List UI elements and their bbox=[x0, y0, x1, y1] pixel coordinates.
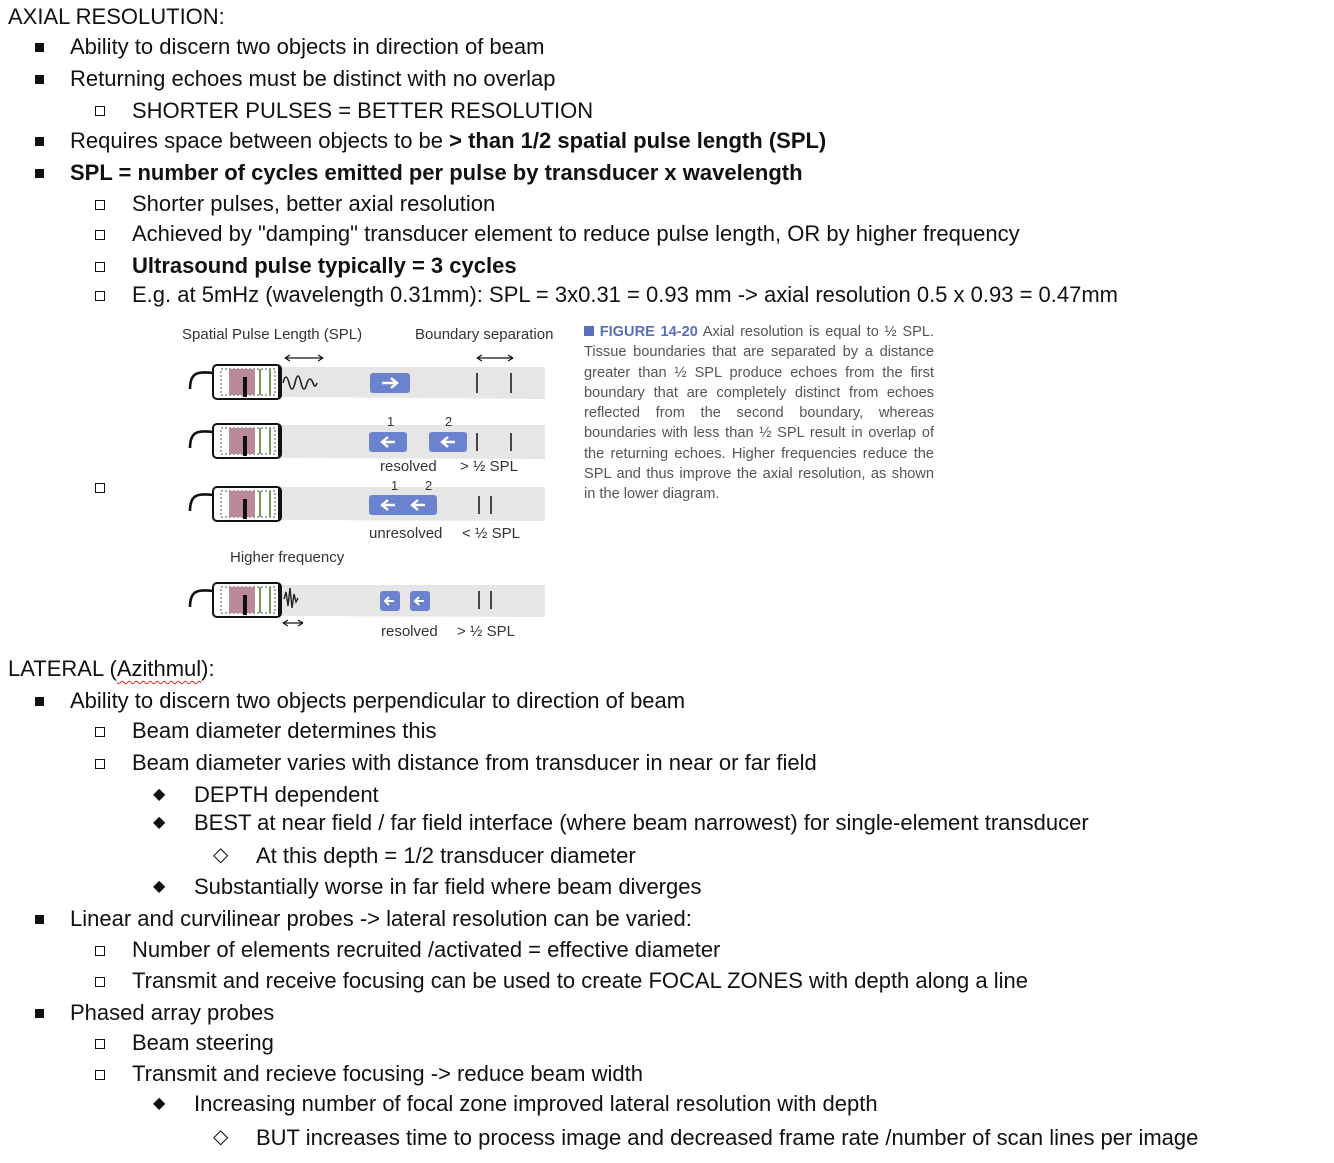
checkbox-bullet-icon bbox=[95, 759, 105, 769]
lateral-bullet-1: Ability to discern two objects perpendicular to direction of beam bbox=[70, 688, 686, 713]
lateral-b1-sub-1: Beam diameter determines this bbox=[132, 718, 437, 743]
checkbox-bullet-icon bbox=[95, 291, 105, 301]
checkbox-bullet-icon bbox=[95, 946, 105, 956]
axial-resolution-diagram bbox=[185, 345, 555, 635]
lateral-b3-sub-1: Beam steering bbox=[132, 1030, 274, 1055]
diamond-bullet-icon: ◆ bbox=[153, 786, 166, 803]
lateral-b3-d1: Increasing number of focal zone improved lateral resolution with depth bbox=[194, 1091, 878, 1116]
checkbox-bullet-icon bbox=[95, 200, 105, 210]
diamond-bullet-icon: ◆ bbox=[153, 1095, 166, 1112]
checkbox-bullet-icon bbox=[95, 106, 105, 116]
lateral-bullet-2: Linear and curvilinear probes -> lateral resolution can be varied: bbox=[70, 906, 692, 931]
lateral-b3-o1: BUT increases time to process image and decreased frame rate /number of scan lines per image bbox=[256, 1125, 1199, 1150]
axial-bullet-4: SPL = number of cycles emitted per pulse by transducer x wavelength bbox=[70, 160, 803, 185]
lateral-d2-o: At this depth = 1/2 transducer diameter bbox=[256, 843, 636, 868]
lateral-heading bbox=[8, 656, 215, 682]
axial-sub-3: Ultrasound pulse typically = 3 cycles bbox=[132, 253, 517, 278]
echo-number-2: 2 bbox=[445, 414, 453, 429]
axial-bullet-2-sub: SHORTER PULSES = BETTER RESOLUTION bbox=[132, 98, 594, 123]
lt-half-spl: < ½ SPL bbox=[462, 525, 520, 542]
caption-square-icon bbox=[584, 326, 594, 336]
echo-number-2b: 2 bbox=[425, 478, 433, 493]
transducer-1-icon bbox=[190, 365, 281, 399]
transducer-3-icon bbox=[190, 487, 281, 521]
echo-overlap-2-icon bbox=[399, 495, 437, 515]
gt-half-spl-1: > ½ SPL bbox=[460, 458, 518, 475]
diamond-bullet-icon: ◆ bbox=[153, 878, 166, 895]
lateral-heading-pre: LATERAL ( bbox=[8, 656, 117, 681]
checkbox-bullet-icon bbox=[95, 977, 105, 987]
axial-sub-4: E.g. at 5mHz (wavelength 0.31mm): SPL = 3x0.31 = 0.93 mm -> axial resolution 0.5 x 0.93 = 0.47mm bbox=[132, 282, 1119, 307]
lateral-bullet-3: Phased array probes bbox=[70, 1000, 275, 1025]
square-bullet-icon bbox=[35, 697, 44, 706]
lateral-b3-sub-2: Transmit and recieve focusing -> reduce beam width bbox=[132, 1061, 643, 1086]
axial-sub-2: Achieved by "damping" transducer element to reduce pulse length, OR by higher frequency bbox=[132, 221, 1020, 246]
checkbox-bullet-icon bbox=[95, 1039, 105, 1049]
echo-number-1b: 1 bbox=[391, 478, 399, 493]
axial-heading: AXIAL RESOLUTION: bbox=[8, 4, 225, 29]
axial-bullet-1: Ability to discern two objects in direction of beam bbox=[70, 34, 545, 59]
lateral-heading-post: ): bbox=[201, 656, 215, 681]
lateral-b1-sub-2: Beam diameter varies with distance from transducer in near or far field bbox=[132, 750, 817, 775]
open-diamond-bullet-icon: ◇ bbox=[213, 1126, 229, 1148]
resolved-label-2: resolved bbox=[381, 623, 438, 640]
figure-caption bbox=[584, 322, 934, 505]
axial-bullet-3 bbox=[70, 128, 826, 154]
axial-bullet-3-pre: Requires space between objects to be bbox=[70, 128, 450, 153]
lateral-d1: DEPTH dependent bbox=[194, 782, 379, 807]
lateral-d2: BEST at near field / far field interface (where beam narrowest) for single-element transducer bbox=[194, 810, 1089, 835]
echo-1-icon bbox=[369, 432, 407, 452]
echo-forward-icon bbox=[370, 373, 410, 393]
axial-sub-1: Shorter pulses, better axial resolution bbox=[132, 191, 496, 216]
transducer-4-icon bbox=[190, 583, 281, 617]
checkbox-bullet-icon bbox=[95, 1070, 105, 1080]
transducer-2-icon bbox=[190, 424, 281, 458]
caption-body: Axial resolution is equal to ½ SPL. Tissue boundaries that are separated by a distance greater than ½ SPL produce echoes from the first boundary that are completely distinct from echoes reflected from the second boundary, whereas boundaries with less than ½ SPL result in overlap of the returning echoes. Higher frequencies reduce the SPL and thus improve the axial resolution, as shown in the lower diagram. bbox=[584, 324, 935, 503]
square-bullet-icon bbox=[35, 1009, 44, 1018]
lateral-d3: Substantially worse in far field where beam diverges bbox=[194, 874, 702, 899]
echo-hf-1-icon bbox=[380, 591, 400, 611]
axial-bullet-2: Returning echoes must be distinct with no overlap bbox=[70, 66, 556, 91]
checkbox-bullet-icon bbox=[95, 483, 105, 493]
caption-title: FIGURE 14-20 bbox=[599, 324, 698, 340]
checkbox-bullet-icon bbox=[95, 262, 105, 272]
echo-number-1: 1 bbox=[387, 414, 395, 429]
lateral-b2-sub-1: Number of elements recruited /activated = effective diameter bbox=[132, 937, 721, 962]
checkbox-bullet-icon bbox=[95, 230, 105, 240]
gt-half-spl-2: > ½ SPL bbox=[457, 623, 515, 640]
square-bullet-icon bbox=[35, 43, 44, 52]
square-bullet-icon bbox=[35, 915, 44, 924]
higher-frequency-label: Higher frequency bbox=[230, 549, 345, 566]
beam-row-1 bbox=[280, 367, 545, 399]
open-diamond-bullet-icon: ◇ bbox=[213, 844, 229, 866]
diamond-bullet-icon: ◆ bbox=[153, 814, 166, 831]
lateral-heading-word: Azithmul bbox=[116, 656, 202, 681]
echo-hf-2-icon bbox=[410, 591, 430, 611]
resolved-label-1: resolved bbox=[380, 458, 437, 475]
axial-bullet-3-bold: > than 1/2 spatial pulse length (SPL) bbox=[449, 128, 827, 153]
unresolved-label: unresolved bbox=[369, 525, 443, 542]
echo-2-icon bbox=[429, 432, 467, 452]
spl-label: Spatial Pulse Length (SPL) bbox=[182, 326, 363, 343]
square-bullet-icon bbox=[35, 75, 44, 84]
checkbox-bullet-icon bbox=[95, 727, 105, 737]
square-bullet-icon bbox=[35, 137, 44, 146]
square-bullet-icon bbox=[35, 169, 44, 178]
lateral-b2-sub-2: Transmit and receive focusing can be used to create FOCAL ZONES with depth along a line bbox=[132, 968, 1028, 993]
beam-row-2 bbox=[280, 425, 545, 459]
boundary-label: Boundary separation bbox=[415, 326, 554, 343]
